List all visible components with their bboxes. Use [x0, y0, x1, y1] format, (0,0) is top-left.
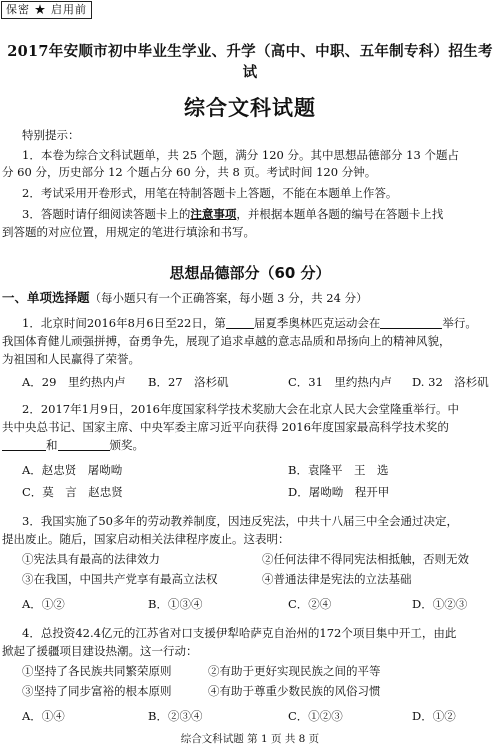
q3-option-d: D．①②③ — [412, 597, 468, 611]
q2-line-1: 2．2017年1月9日，2016年度国家科学技术奖励大会在北京人民大会堂隆重举行。中 — [22, 402, 459, 416]
q2-line-2: 共中央总书记、国家主席、中央军委主席习近平向获得 2016年度国家最高科学技术奖的 — [2, 420, 449, 434]
q2-option-b: B．袁隆平 王 选 — [288, 463, 389, 477]
q3-option-c: C．②④ — [288, 597, 332, 611]
q1-line-1 — [22, 316, 477, 331]
q3-line-2: 提出废止。随后，国家启动相关法律程序废止。这表明： — [2, 532, 290, 546]
q4-line-2: 掀起了援疆项目建设热潮。这一行动： — [2, 644, 198, 658]
q1-option-b: B．27 洛杉矶 — [148, 375, 229, 389]
q1-text-b: 届夏季奥林匹克运动会在 — [253, 316, 381, 330]
notice-1b: 分 60 分，历史部分 12 个题占分 60 分，共 8 页。考试时间 120 分钟。 — [2, 165, 377, 179]
notice-3b: 到答题的对应位置，用规定的笔进行填涂和书写。 — [2, 225, 255, 239]
q4-statement-1: ①坚持了各民族共同繁荣原则 — [22, 664, 172, 678]
q3-option-b: B．①③④ — [148, 597, 203, 611]
q2-text-a: 和 — [46, 438, 58, 452]
q3-statement-4: ④普通法律是宪法的立法基础 — [262, 572, 412, 586]
q4-statement-2: ②有助于更好实现民族之间的平等 — [208, 664, 381, 678]
q1-text-c: 举行。 — [442, 316, 477, 330]
part-heading-label: 一、单项选择题 — [2, 290, 90, 305]
q2-option-a: A．赵忠贤 屠呦呦 — [22, 463, 123, 477]
page-title: 综合文科试题 — [184, 96, 316, 120]
notice-2: 2．考试采用开卷形式，用笔在特制答题卡上答题，不能在本题单上作答。 — [22, 186, 398, 200]
page-footer: 综合文科试题 第 1 页 共 8 页 — [180, 733, 320, 745]
q4-option-d: D．①② — [412, 709, 456, 723]
q4-line-1: 4．总投资42.4亿元的江苏省对口支援伊犁哈萨克自治州的172个项目集中开工，由此 — [22, 626, 457, 640]
q1-line-2: 我国体育健儿顽强拼搏，奋勇争先，展现了追求卓越的意志品质和昂扬向上的精神风貌， — [2, 334, 451, 348]
part-heading — [2, 288, 368, 306]
q2-option-c: C．莫 言 赵忠贤 — [22, 485, 123, 499]
q2-line-3 — [2, 438, 144, 453]
answer-blank — [380, 316, 442, 329]
q3-statement-2: ②任何法律不得同宪法相抵触，否则无效 — [262, 552, 469, 566]
q1-option-a: A．29 里约热内卢 — [22, 375, 126, 389]
q4-statement-3: ③坚持了同步富裕的根本原则 — [22, 684, 172, 698]
notice-3a-emphasis: 注意事项 — [190, 207, 237, 221]
notice-3a-text-end: ，并根据本题单各题的编号在答题卡上找 — [236, 207, 444, 221]
notice-3a-text: 3．答题时请仔细阅读答题卡上的 — [22, 207, 191, 221]
q3-option-a: A．①② — [22, 597, 65, 611]
answer-blank — [2, 438, 46, 451]
section-title: 思想品德部分（60 分） — [169, 264, 331, 282]
notice-1a: 1．本卷为综合文科试题单，共 25 个题，满分 120 分。其中思想品德部分 13 个题占 — [22, 148, 459, 162]
q4-option-a: A．①④ — [22, 709, 65, 723]
q2-text-b: 颁奖。 — [109, 438, 144, 452]
q4-option-b: B．②③④ — [148, 709, 203, 723]
q4-option-c: C．①②③ — [288, 709, 343, 723]
q1-text-a: 1．北京时间2016年8月6日至22日，第 — [22, 316, 226, 330]
exam-title: 2017年安顺市初中毕业生学业、升学（高中、中职、五年制专科）招生考试 — [7, 43, 493, 81]
q4-statement-4: ④有助于尊重少数民族的风俗习惯 — [208, 684, 381, 698]
answer-blank — [58, 438, 110, 451]
q3-statement-3: ③在我国，中国共产党享有最高立法权 — [22, 572, 218, 586]
q1-line-3: 为祖国和人民赢得了荣誉。 — [2, 352, 140, 366]
q3-line-1: 3．我国实施了50多年的劳动教养制度，因违反宪法，中共十八届三中全会通过决定， — [22, 514, 458, 528]
q2-option-d: D．屠呦呦 程开甲 — [288, 485, 390, 499]
q1-option-d: D. 32 洛杉矶 — [412, 375, 489, 389]
q1-option-c: C．31 里约热内卢 — [288, 375, 392, 389]
secret-mark: 保密 ★ 启用前 — [1, 1, 92, 19]
notice-label: 特别提示： — [22, 128, 80, 142]
notice-3a — [22, 207, 443, 222]
q3-statement-1: ①宪法具有最高的法律效力 — [22, 552, 160, 566]
answer-blank — [226, 316, 254, 329]
part-heading-note: （每小题只有一个正确答案，每小题 3 分，共 24 分） — [89, 291, 368, 305]
